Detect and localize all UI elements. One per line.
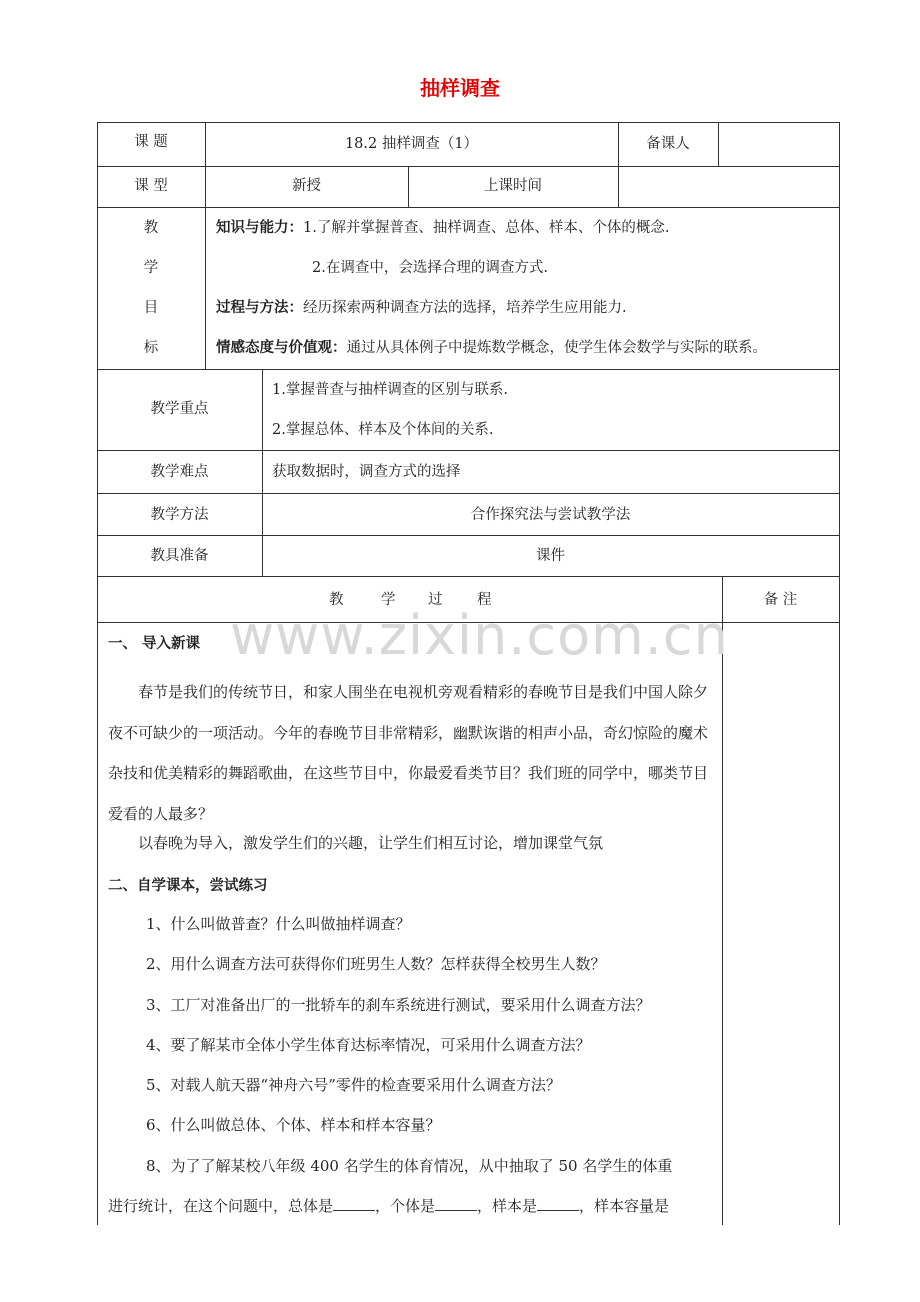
process-header-char: 教 [329, 592, 344, 608]
goals-side-char: 标 [143, 340, 159, 356]
goal-emotion [216, 338, 767, 358]
topic-label: 课 题 [134, 134, 168, 150]
difficulty-label: 教学难点 [150, 464, 209, 480]
time-label: 上课时间 [484, 178, 542, 194]
question-8-line-2 [108, 1196, 669, 1216]
answer-blank[interactable] [537, 1196, 579, 1211]
knowledge-text-1: 1.了解并掌握普查、抽样调查、总体、样本、个体的概念. [303, 220, 670, 236]
process-header-char: 过 [428, 592, 443, 608]
key-point-2: 2.掌握总体、样本及个体间的关系. [272, 422, 494, 438]
question-8-line-1: 8、为了了解某校八年级 400 名学生的体育情况，从中抽取了 50 名学生的体重 [146, 1157, 673, 1175]
goals-side-char: 学 [143, 260, 159, 276]
emotion-text: 通过从具体例子中提炼数学概念，使学生体会数学与实际的联系。 [346, 340, 767, 356]
section-1-heading: 一、 导入新课 [108, 635, 201, 652]
question-2: 2、用什么调查方法可获得你们班男生人数？怎样获得全校男生人数？ [146, 955, 606, 973]
notes-header: 备 注 [763, 592, 798, 608]
goals-side-char: 目 [143, 300, 159, 316]
knowledge-label: 知识与能力： [216, 219, 303, 236]
process-text: 经历探索两种调查方法的选择，培养学生应用能力. [303, 300, 627, 316]
section-2-heading: 二、自学课本，尝试练习 [108, 877, 268, 894]
goals-side-char: 教 [143, 220, 159, 236]
answer-blank[interactable] [333, 1196, 375, 1211]
question-6: 6、什么叫做总体、个体、样本和样本容量？ [146, 1116, 441, 1134]
question-3: 3、工厂对准备出厂的一批轿车的刹车系统进行测试，要采用什么调查方法？ [146, 996, 651, 1014]
preparer-label: 备课人 [646, 136, 690, 152]
q8-text-c: ，样本是 [477, 1197, 538, 1215]
process-header-char: 学 [381, 592, 396, 608]
tools-label: 教具准备 [150, 548, 209, 564]
goal-process [216, 298, 627, 318]
question-5: 5、对载人航天器“神舟六号”零件的检查要采用什么调查方法？ [146, 1076, 561, 1094]
goal-knowledge [216, 218, 669, 238]
key-point-1: 1.掌握普查与抽样调查的区别与联系. [272, 382, 508, 398]
method-label: 教学方法 [150, 507, 209, 523]
method-value: 合作探究法与尝试教学法 [470, 507, 631, 523]
process-header-char: 程 [477, 592, 492, 608]
watermark: www.zixin.com.cn [230, 604, 729, 667]
document-title: 抽样调查 [420, 76, 500, 100]
q8-text-d: ，样本容量是 [579, 1197, 670, 1215]
tools-value: 课件 [536, 548, 565, 564]
type-value: 新授 [292, 178, 321, 194]
q8-text-a: 进行统计，在这个问题中，总体是 [108, 1197, 334, 1215]
topic-value: 18.2 抽样调查（1） [344, 136, 479, 152]
emotion-label: 情感态度与价值观： [216, 339, 347, 356]
section-1-note: 以春晚为导入，激发学生们的兴趣，让学生们相互讨论，增加课堂气氛 [138, 834, 604, 852]
q8-text-b: ，个体是 [375, 1197, 436, 1215]
question-1: 1、什么叫做普查？什么叫做抽样调查？ [146, 915, 411, 933]
section-1-paragraph: 春节是我们的传统节日，和家人围坐在电视机旁观看精彩的春晚节目是我们中国人除夕夜不可缺少的一项活动。今年的春晚节目非常精彩，幽默诙谐的相声小品，奇幻惊险的魔术杂技和优美精彩的舞蹈歌曲，在这些节目中，你最爱看类节目？我们班的同学中，哪类节目爱看的人最多？ [108, 683, 709, 823]
key-points-label: 教学重点 [150, 401, 209, 417]
knowledge-text-2: 2.在调查中，会选择合理的调查方式. [312, 260, 548, 276]
process-label: 过程与方法： [216, 299, 303, 316]
question-4: 4、要了解某市全体小学生体育达标率情况，可采用什么调查方法？ [146, 1036, 591, 1054]
answer-blank[interactable] [435, 1196, 477, 1211]
type-label: 课 型 [134, 178, 168, 194]
difficulty-value: 获取数据时，调查方式的选择 [272, 464, 461, 480]
